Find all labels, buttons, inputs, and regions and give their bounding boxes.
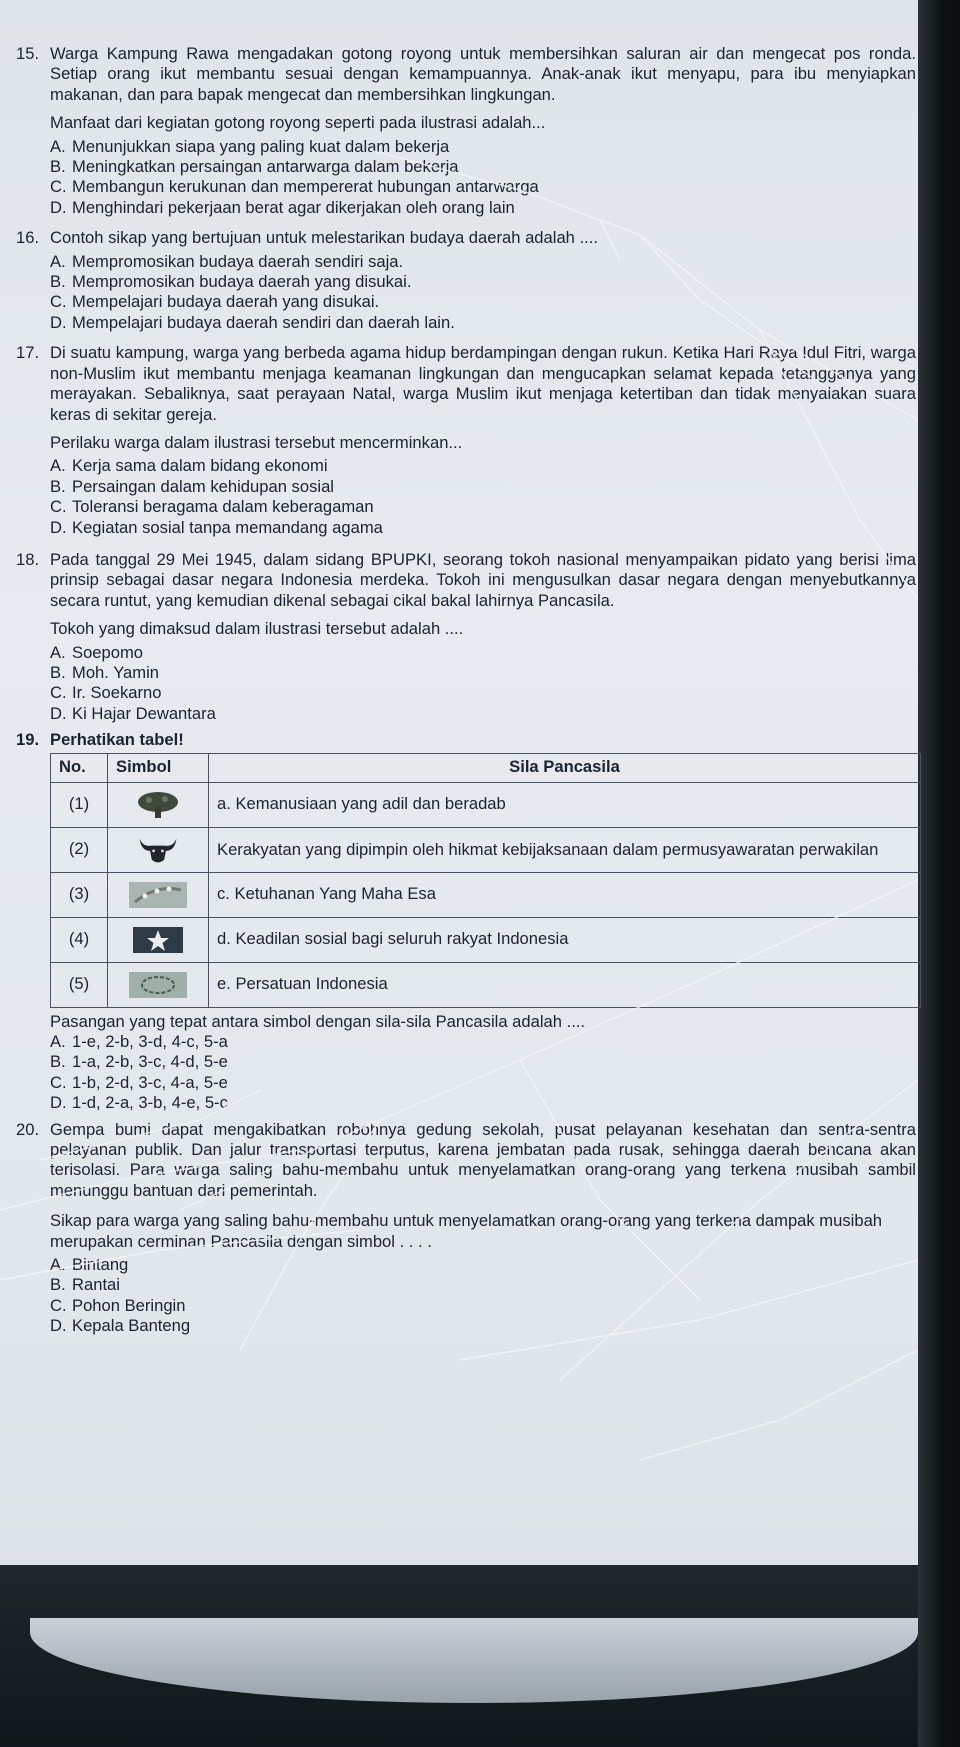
table-header-row bbox=[51, 753, 921, 782]
option-a: A. 1-e, 2-b, 3-d, 4-c, 5-a bbox=[50, 1032, 228, 1051]
table-row bbox=[51, 872, 921, 917]
option-b: B. Persaingan dalam kehidupan sosial bbox=[50, 476, 334, 496]
header-no: No. bbox=[51, 753, 108, 782]
row-number: (3) bbox=[51, 872, 108, 917]
option-a: A. Kerja sama dalam bidang ekonomi bbox=[50, 456, 328, 476]
option-c: C. Pohon Beringin bbox=[50, 1295, 186, 1315]
option-d: D. Mempelajari budaya daerah sendiri dan daerah lain. bbox=[50, 312, 455, 332]
dark-background-edge bbox=[918, 0, 960, 1747]
option-d: D. Kepala Banteng bbox=[50, 1316, 191, 1336]
question-text: Perhatikan tabel! bbox=[50, 730, 184, 750]
option-b: B. Rantai bbox=[50, 1275, 120, 1295]
question-17 bbox=[16, 343, 916, 538]
row-number: (2) bbox=[51, 827, 108, 872]
star-icon bbox=[108, 917, 209, 962]
question-16 bbox=[16, 228, 916, 333]
header-simbol: Simbol bbox=[108, 753, 209, 782]
options-list bbox=[50, 137, 916, 219]
option-a: A. Soepomo bbox=[50, 642, 144, 662]
table-row bbox=[51, 782, 921, 827]
row-sila: Kerakyatan yang dipimpin oleh hikmat kebijaksanaan dalam permusyawaratan perwakilan bbox=[209, 827, 921, 872]
question-prompt: Manfaat dari kegiatan gotong royong seperti pada ilustrasi adalah... bbox=[50, 113, 546, 133]
question-text: Gempa bumi dapat mengakibatkan robohnya gedung sekolah, pusat pelayanan kesehatan dan sentra-sentra pelayanan publik. Dan jalur transportasi terputus, karena jembatan pada rusak, sehingga daerah bencana akan terisolasi. Para warga saling bahu-membahu untuk menyelamatkan orang-orang yang terkena musibah sambil menunggu bantuan dari pemerintah. bbox=[50, 1119, 916, 1200]
header-sila: Sila Pancasila bbox=[209, 753, 921, 782]
row-sila: d. Keadilan sosial bagi seluruh rakyat Indonesia bbox=[209, 917, 921, 962]
question-text: Pada tanggal 29 Mei 1945, dalam sidang BPUPKI, seorang tokoh nasional menyampaikan pidato yang berisi lima prinsip sebagai dasar negara Indonesia merdeka. Tokoh ini mengusulkan dasar negara dengan menyebutkannya secara runtut, yang kemudian dikenal sebagai cikal bakal lahirnya Pancasila. bbox=[50, 549, 916, 610]
option-d: D. Kegiatan sosial tanpa memandang agama bbox=[50, 517, 383, 537]
beringin-tree-icon bbox=[108, 782, 209, 827]
table-row bbox=[51, 827, 921, 872]
bull-head-icon bbox=[108, 827, 209, 872]
option-d: D. Ki Hajar Dewantara bbox=[50, 703, 216, 723]
rice-cotton-icon bbox=[108, 872, 209, 917]
question-number: 19. bbox=[16, 730, 40, 750]
question-number: 17. bbox=[16, 343, 40, 363]
options-list bbox=[50, 643, 916, 725]
option-a: A. Bintang bbox=[50, 1255, 129, 1275]
option-c: C. Mempelajari budaya daerah yang disukai. bbox=[50, 292, 380, 312]
option-a: A. Menunjukkan siapa yang paling kuat dalam bekerja bbox=[50, 136, 450, 156]
table-row bbox=[51, 917, 921, 962]
options-list bbox=[50, 456, 916, 538]
option-c: C. 1-b, 2-d, 3-c, 4-a, 5-e bbox=[50, 1072, 228, 1092]
option-c: C. Ir. Soekarno bbox=[50, 683, 162, 703]
option-b: B. Mempromosikan budaya daerah yang disukai. bbox=[50, 272, 412, 292]
pancasila-table bbox=[50, 753, 921, 1008]
option-b: B. 1-a, 2-b, 3-c, 4-d, 5-e bbox=[50, 1052, 228, 1072]
option-a: A. Mempromosikan budaya daerah sendiri saja. bbox=[50, 251, 404, 271]
question-15 bbox=[16, 44, 916, 218]
question-text: Warga Kampung Rawa mengadakan gotong royong untuk membersihkan saluran air dan mengecat pos ronda. Setiap orang ikut membantu sesuai dengan kemampuannya. Anak-anak ikut menyapu, para ibu menyiapkan makanan, dan para bapak mengecat dan membersihkan lingkungan. bbox=[50, 44, 916, 104]
question-number: 15. bbox=[16, 44, 40, 63]
row-number: (4) bbox=[51, 917, 108, 962]
question-text: Di suatu kampung, warga yang berbeda agama hidup berdampingan dengan rukun. Ketika Hari Raya Idul Fitri, warga non-Muslim ikut membantu menjaga keamanan lingkungan dan mengucapkan selamat kepada tetangganya yang merayakan. Sebaliknya, saat perayaan Natal, warga Muslim ikut menjaga ketertiban dan tidak menyalakan suara keras di sekitar gereja. bbox=[50, 343, 916, 424]
chain-icon bbox=[108, 962, 209, 1007]
options-list bbox=[50, 1255, 916, 1337]
question-18 bbox=[16, 550, 916, 724]
question-number: 20. bbox=[16, 1119, 40, 1139]
question-prompt: Perilaku warga dalam ilustrasi tersebut mencerminkan... bbox=[50, 432, 463, 452]
table-row bbox=[51, 962, 921, 1007]
options-list bbox=[50, 1032, 916, 1114]
question-number: 18. bbox=[16, 549, 40, 569]
question-text: Contoh sikap yang bertujuan untuk melestarikan budaya daerah adalah .... bbox=[50, 228, 598, 248]
option-c: C. Membangun kerukunan dan mempererat hubungan antarwarga bbox=[50, 177, 539, 197]
option-d: D. 1-d, 2-a, 3-b, 4-e, 5-c bbox=[50, 1093, 228, 1113]
option-c: C. Toleransi beragama dalam keberagaman bbox=[50, 497, 374, 517]
question-20 bbox=[16, 1120, 916, 1337]
options-list bbox=[50, 252, 916, 334]
row-sila: c. Ketuhanan Yang Maha Esa bbox=[209, 872, 921, 917]
question-prompt: Pasangan yang tepat antara simbol dengan sila-sila Pancasila adalah .... bbox=[50, 1011, 586, 1031]
question-prompt: Tokoh yang dimaksud dalam ilustrasi tersebut adalah .... bbox=[50, 619, 464, 639]
row-sila: a. Kemanusiaan yang adil dan beradab bbox=[209, 782, 921, 827]
option-b: B. Meningkatkan persaingan antarwarga dalam bekerja bbox=[50, 157, 459, 177]
question-prompt: Sikap para warga yang saling bahu-membahu untuk menyelamatkan orang-orang yang terkena dampak musibah merupakan cerminan Pancasila dengan simbol . . . . bbox=[50, 1211, 883, 1251]
row-sila: e. Persatuan Indonesia bbox=[209, 962, 921, 1007]
question-19 bbox=[16, 730, 916, 1113]
option-b: B. Moh. Yamin bbox=[50, 662, 160, 682]
row-number: (1) bbox=[51, 782, 108, 827]
question-number: 16. bbox=[16, 228, 40, 248]
row-number: (5) bbox=[51, 962, 108, 1007]
exam-content bbox=[16, 44, 916, 1337]
option-d: D. Menghindari pekerjaan berat agar dikerjakan oleh orang lain bbox=[50, 197, 515, 217]
